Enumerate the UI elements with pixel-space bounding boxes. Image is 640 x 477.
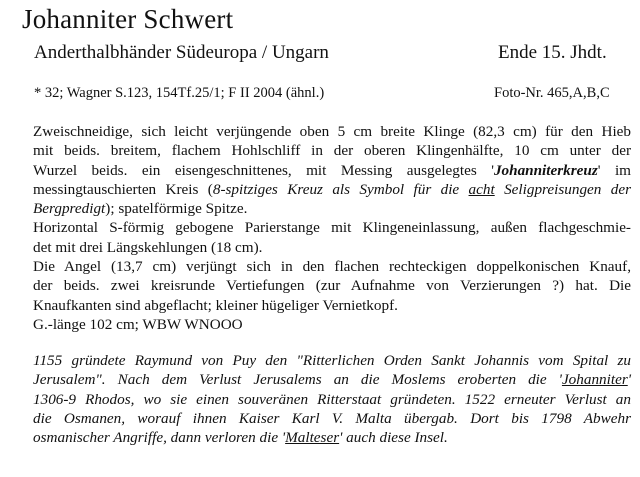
text-segment: osmanischer Angriffe, dann verloren die ' [33,429,286,447]
johanniterkreuz-term: Johanniterkreuz [493,161,598,179]
description-line: mit beids. breitem, flachem Hohlschliff in der oberen Klingenhälfte, 10 cm unter der [33,142,631,160]
subtitle: Anderthalbhänder Südeuropa / Ungarn [34,42,329,63]
text-segment: messingtauschierten Kreis ( [33,180,213,198]
acht-term: acht [468,180,495,198]
history-line: 1155 gründete Raymund von Puy den "Ritterlichen Orden Sankt Johannis vom Spital zu [33,352,631,369]
malteser-term: Malteser [285,429,340,447]
text-segment: ' im [597,161,631,179]
johanniter-term: Johanniter [561,371,628,389]
description-line: Die Angel (13,7 cm) verjüngt sich in den flachen rechteckigen doppelkonischen Knauf, [33,258,631,276]
description-line [33,161,631,180]
text-segment: Seligpreisungen der [494,180,631,198]
text-segment: ' [627,371,631,389]
history-block [33,351,631,447]
reference-line: * 32; Wagner S.123, 154Tf.25/1; F II 2004 (ähnl.) [34,85,325,101]
history-line [33,370,631,389]
date-label: Ende 15. Jhdt. [498,42,607,63]
text-segment: ' auch diese Insel. [339,429,448,447]
photo-number: Foto-Nr. 465,A,B,C [494,85,610,101]
description-line: Zweischneidige, sich leicht verjüngende oben 5 cm breite Klinge (82,3 cm) für den Hieb [33,123,631,140]
description-line: der beids. zwei kreisrunde Vertiefungen (zur Aufnahme von Verzierungen ?) hat. Die [33,277,631,295]
description-block [33,122,631,334]
description-line: G.-länge 102 cm; WBW WNOOO [33,315,243,333]
text-segment: 8-spitziges Kreuz als Symbol für die [212,180,469,198]
page-title: Johanniter Schwert [22,4,234,34]
text-segment: Wurzel beids. ein eisengeschnittenes, mit Messing ausgelegtes ' [33,161,494,179]
description-line: det mit drei Längskehlungen (18 cm). [33,238,263,256]
history-line: 1306-9 Rhodos, wo sie einen souveränen Ritterstaat gründeten. 1522 erneuter Verlust an [33,390,631,408]
text-segment: Jerusalem". Nach dem Verlust Jerusalems an die Moslems eroberten die ' [33,371,562,389]
text-segment: ); spatelförmige Spitze. [105,200,248,218]
description-line [33,199,631,218]
history-line [33,428,631,447]
history-line: die Osmanen, worauf ihnen Kaiser Karl V. Malta übergab. Dort bis 1798 Abwehr [33,409,631,427]
description-line [33,180,631,199]
description-line: Knaufkanten sind abgeflacht; kleiner hügeliger Vernietkopf. [33,296,398,314]
text-segment: Bergpredigt [33,200,106,218]
description-line: Horizontal S-förmig gebogene Parierstange mit Klingeneinlassung, außen flachgeschmie- [33,219,631,237]
